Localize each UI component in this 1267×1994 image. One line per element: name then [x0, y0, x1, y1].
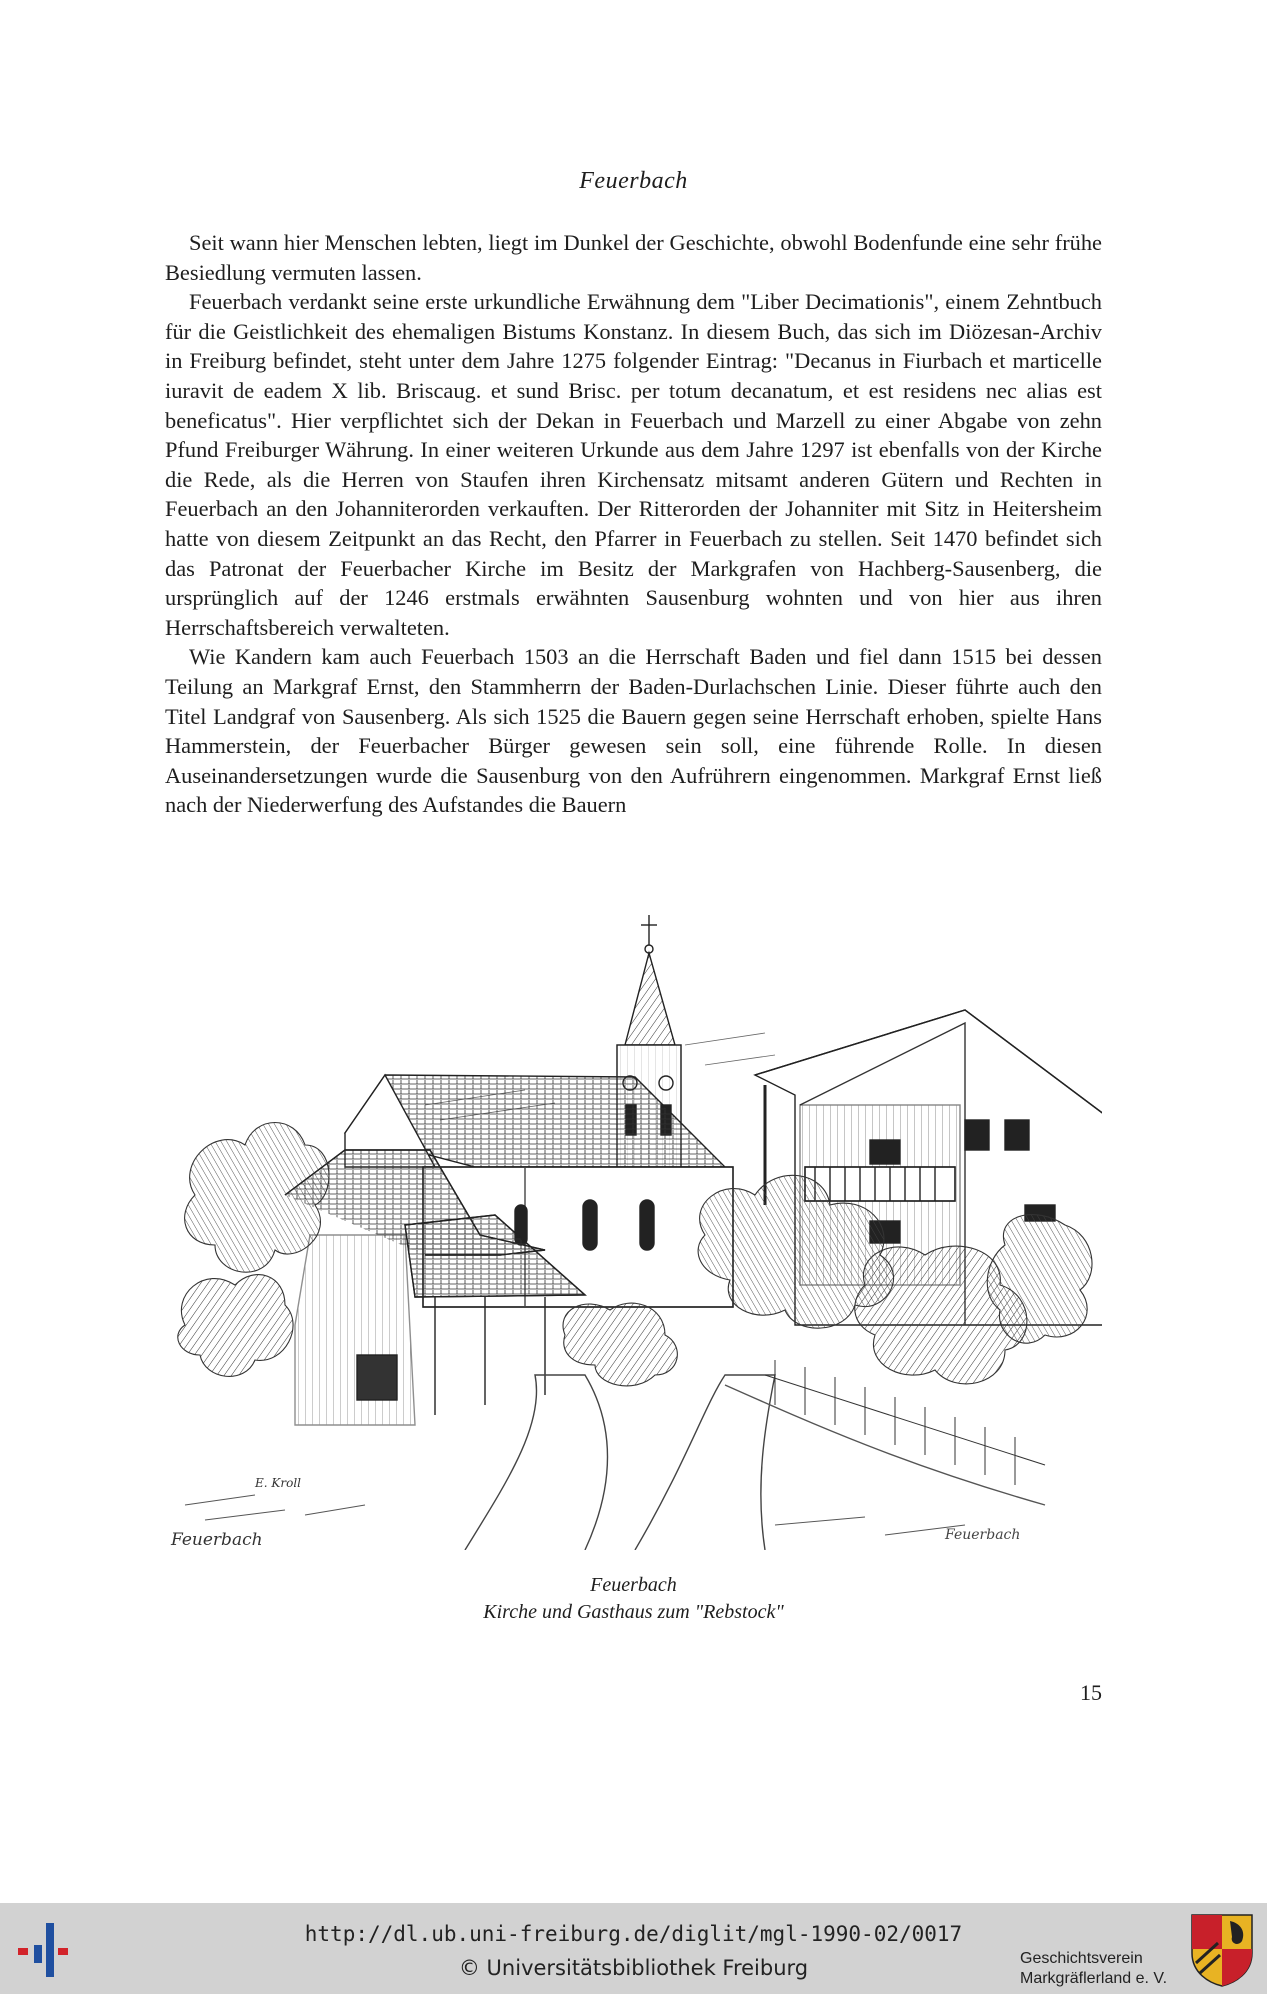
signature-right: Feuerbach — [945, 1527, 1021, 1543]
footer-url[interactable]: http://dl.ub.uni-freiburg.de/diglit/mgl-1990-02/0017 — [304, 1922, 963, 1946]
ground-strokes — [185, 1495, 965, 1535]
page-header: Feuerbach — [579, 168, 688, 194]
society-line-2: Markgräflerland e. V. — [1020, 1970, 1168, 1987]
coat-of-arms-icon — [1190, 1913, 1254, 1987]
paragraph-1: Seit wann hier Menschen lebten, liegt im Dunkel der Geschichte, obwohl Bodenfunde eine sehr frühe Besiedlung vermuten lassen. — [165, 230, 1102, 285]
caption-subtitle: Kirche und Gasthaus zum "Rebstock" — [483, 1601, 784, 1623]
road — [465, 1375, 1045, 1550]
footer-copyright: © Universitätsbibliothek Freiburg — [458, 1956, 809, 1980]
society-name — [1020, 1949, 1190, 1989]
society-line-1: Geschichtsverein — [1020, 1950, 1143, 1967]
signature-artist: E. Kroll — [255, 1476, 301, 1490]
page-number: 15 — [1080, 1680, 1102, 1705]
church-illustration — [165, 905, 1102, 1550]
body-text — [165, 228, 1102, 820]
figure-caption — [0, 1572, 1267, 1626]
paragraph-3: Wie Kandern kam auch Feuerbach 1503 an die Herrschaft Baden und fiel dann 1515 bei dessen Teilung an Markgraf Ernst, den Stammherrn der Baden-Durlachschen Linie. Dieser führte auch den Titel Landgraf von Sausenberg. Als sich 1525 die Bauern gegen seine Herrschaft erhoben, spielte Hans Hammerstein, der Feuerbacher Bürger gewesen sein soll, eine führende Rolle. In diesen Auseinandersetzungen wurde die Sausenburg von den Aufrührern eingenommen. Markgraf Ernst ließ nach der Niederwerfung des Aufstandes die Bauern — [165, 644, 1102, 818]
footer-bar — [0, 1903, 1267, 1994]
paragraph-2: Feuerbach verdankt seine erste urkundliche Erwähnung dem "Liber Decimationis", einem Zehntbuch für die Geistlichkeit des ehemaligen Bistums Konstanz. In diesem Buch, das sich im Diözesan-Archiv in Freiburg befindet, steht unter dem Jahre 1275 folgender Eintrag: "Decanus in Fiurbach et marticelle iuravit de eadem X lib. Briscaug. et sund Brisc. per totum decanatum, et est residens nec alias est beneficatus". Hier verpflichtet sich der Dekan in Feuerbach und Marzell zu einer Abgabe von zehn Pfund Freiburger Währung. In einer weiteren Urkunde aus dem Jahre 1297 ist ebenfalls von der Kirche die Rede, als die Herren von Staufen ihren Kirchensatz mitsamt anderen Gütern und Rechten in Feuerbach an den Johanniterorden verkauften. Der Ritterorden der Johanniter mit Sitz in Heitersheim hatte von diesem Zeitpunkt an das Recht, den Pfarrer in Feuerbach zu stellen. Seit 1470 befindet sich das Patronat der Feuerbacher Kirche im Besitz der Markgrafen von Hachberg-Sausenberg, die ursprünglich auf der 1246 erstmals erwähnten Sausenburg wohnten und von hier aus ihren Herrschaftsbereich verwalteten. — [165, 289, 1102, 640]
fence-right — [765, 1360, 1045, 1485]
caption-title: Feuerbach — [590, 1574, 677, 1596]
signature-left: Feuerbach — [171, 1530, 263, 1550]
